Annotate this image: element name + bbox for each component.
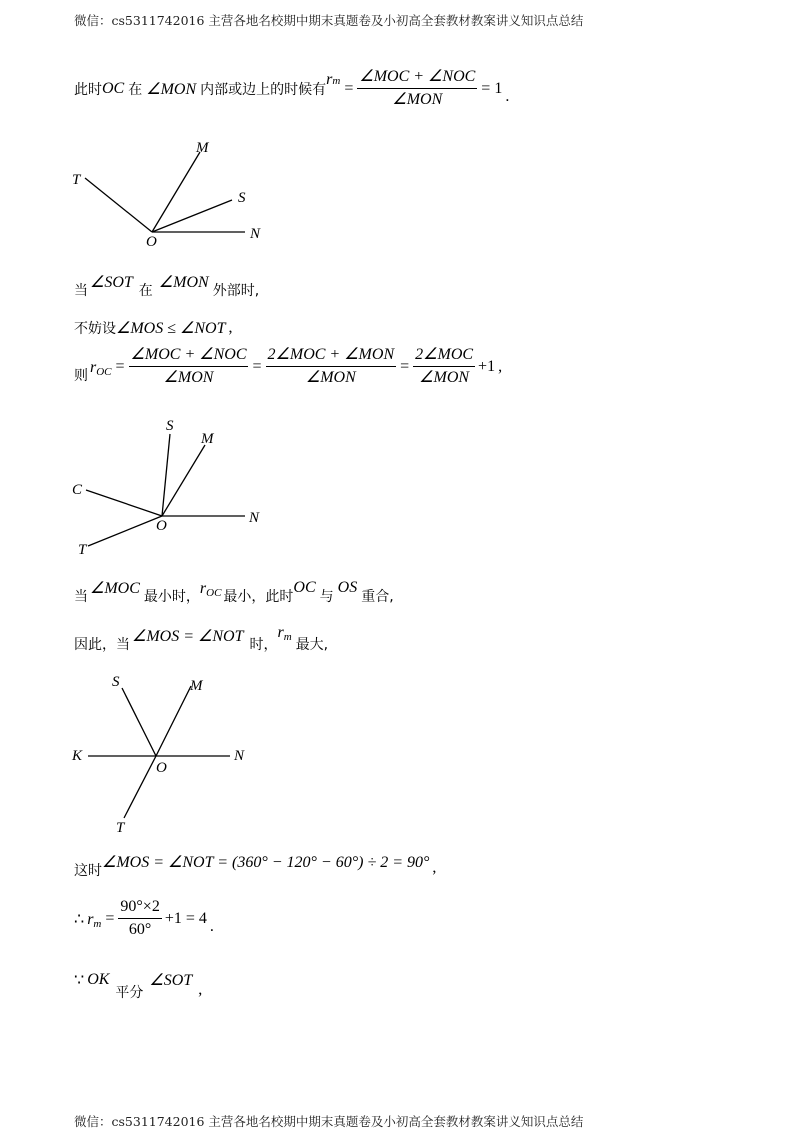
comma: , bbox=[432, 859, 437, 876]
math-oc: OC bbox=[293, 579, 316, 596]
text: 这时 bbox=[74, 863, 102, 879]
numerator: 90°×2 bbox=[118, 898, 161, 919]
figure-3 bbox=[60, 670, 280, 840]
math-os: OS bbox=[337, 579, 358, 596]
math-rhs: = 1 bbox=[481, 79, 503, 97]
math-subscript: m bbox=[93, 917, 102, 930]
text: 在 bbox=[138, 283, 153, 299]
line-9 bbox=[74, 970, 203, 1001]
ray-os bbox=[122, 688, 156, 756]
numerator: 2∠MOC bbox=[413, 346, 475, 367]
label-n: N bbox=[250, 226, 261, 242]
label-s: S bbox=[238, 190, 246, 206]
math-ok: OK bbox=[87, 971, 110, 988]
math-r: r bbox=[199, 580, 207, 597]
math-r: r bbox=[87, 910, 94, 928]
text: 时， bbox=[249, 637, 278, 653]
ray-ot bbox=[124, 756, 156, 818]
text: 重合, bbox=[361, 589, 394, 605]
label-m: M bbox=[201, 431, 214, 447]
fraction-3 bbox=[413, 346, 475, 387]
math-subscript: m bbox=[332, 74, 341, 87]
label-t: T bbox=[72, 172, 81, 188]
label-t: T bbox=[116, 820, 125, 836]
denominator: ∠MON bbox=[163, 369, 214, 386]
therefore-symbol: ∴ bbox=[74, 910, 85, 928]
label-m: M bbox=[190, 678, 203, 694]
math-angle-moc: ∠MOC bbox=[90, 580, 140, 597]
line-6 bbox=[74, 624, 329, 653]
ray-om bbox=[152, 152, 200, 232]
ray-oc bbox=[86, 490, 162, 516]
denominator: ∠MON bbox=[305, 369, 356, 386]
denominator: ∠MON bbox=[419, 369, 470, 386]
numerator: ∠MOC + ∠NOC bbox=[357, 68, 477, 89]
math-expression: ∠MOS = ∠NOT = (360° − 120° − 60°) ÷ 2 = 90° bbox=[102, 854, 430, 871]
math-equals: = bbox=[344, 79, 354, 97]
math-oc: OC bbox=[102, 79, 125, 97]
page-header: 微信：cs5311742016 主营各地名校期中期末真题卷及小初高全套教材教案讲义知识点总结 bbox=[74, 13, 584, 28]
math-expression: ∠MOS = ∠NOT bbox=[132, 628, 244, 645]
math-equals: = bbox=[105, 909, 115, 927]
line-7 bbox=[74, 852, 437, 879]
ray-ot bbox=[88, 516, 162, 546]
line-4 bbox=[74, 346, 502, 387]
label-n: N bbox=[249, 510, 260, 526]
ray-om bbox=[156, 686, 191, 756]
text: 内部或边上的时候有 bbox=[200, 81, 327, 98]
text: 在 bbox=[128, 81, 143, 98]
text: 外部时, bbox=[212, 283, 260, 299]
denominator: 60° bbox=[128, 921, 152, 938]
label-o: O bbox=[146, 234, 157, 250]
denominator: ∠MON bbox=[392, 91, 443, 108]
comma: , bbox=[498, 357, 503, 375]
label-m: M bbox=[196, 140, 209, 156]
because-symbol: ∵ bbox=[74, 972, 85, 989]
fraction bbox=[118, 898, 161, 939]
math-subscript: m bbox=[283, 631, 292, 643]
line-8 bbox=[74, 898, 214, 939]
period: . bbox=[505, 87, 510, 105]
line-1 bbox=[74, 68, 509, 109]
label-t: T bbox=[78, 542, 87, 558]
text: 与 bbox=[319, 589, 334, 605]
ray-os bbox=[152, 200, 232, 232]
math-r: r bbox=[326, 70, 333, 88]
comma: , bbox=[228, 319, 233, 336]
page-footer: 微信：cs5311742016 主营各地名校期中期末真题卷及小初高全套教材教案讲义知识点总结 bbox=[74, 1114, 584, 1129]
math-subscript: OC bbox=[96, 365, 112, 378]
text: 当 bbox=[74, 283, 88, 299]
math-equals: = bbox=[400, 357, 410, 375]
math-angle-sot: ∠SOT bbox=[149, 972, 193, 989]
label-k: K bbox=[72, 748, 83, 764]
text: 当 bbox=[74, 589, 88, 605]
label-o: O bbox=[156, 760, 167, 776]
label-n: N bbox=[234, 748, 245, 764]
text: 此时 bbox=[74, 81, 102, 98]
fraction bbox=[357, 68, 477, 109]
text: 最小，此时 bbox=[223, 589, 294, 605]
text: 不妨设 bbox=[74, 321, 116, 337]
math-subscript: OC bbox=[206, 587, 222, 599]
numerator: 2∠MOC + ∠MON bbox=[266, 346, 397, 367]
label-o: O bbox=[156, 518, 167, 534]
ray-ot bbox=[85, 178, 152, 232]
figure-2 bbox=[60, 412, 280, 562]
text: 因此，当 bbox=[74, 637, 130, 653]
fraction-1 bbox=[129, 346, 249, 387]
math-r: r bbox=[277, 624, 284, 641]
math-angle-mon: ∠MON bbox=[158, 274, 209, 291]
math-angle-mon: ∠MON bbox=[146, 80, 197, 98]
text: 最小时， bbox=[143, 589, 200, 605]
line-2 bbox=[74, 272, 260, 299]
math-tail: +1 bbox=[478, 357, 496, 375]
label-s: S bbox=[112, 674, 120, 690]
label-s: S bbox=[166, 418, 174, 434]
text: 则 bbox=[74, 367, 88, 384]
math-expression: ∠MOS ≤ ∠NOT bbox=[116, 320, 226, 337]
math-equals: = bbox=[115, 357, 125, 375]
math-r: r bbox=[90, 358, 97, 376]
period: . bbox=[209, 917, 214, 935]
numerator: ∠MOC + ∠NOC bbox=[129, 346, 249, 367]
math-angle-sot: ∠SOT bbox=[90, 274, 133, 291]
line-5 bbox=[74, 578, 394, 605]
text: 最大, bbox=[295, 637, 329, 653]
text: 平分 bbox=[115, 985, 144, 1001]
math-equals: = bbox=[252, 357, 262, 375]
fraction-2 bbox=[266, 346, 397, 387]
math-tail: +1 = 4 bbox=[164, 909, 207, 927]
line-3 bbox=[74, 318, 232, 338]
figure-1 bbox=[60, 130, 280, 250]
label-c: C bbox=[72, 482, 83, 498]
comma: , bbox=[198, 981, 203, 998]
